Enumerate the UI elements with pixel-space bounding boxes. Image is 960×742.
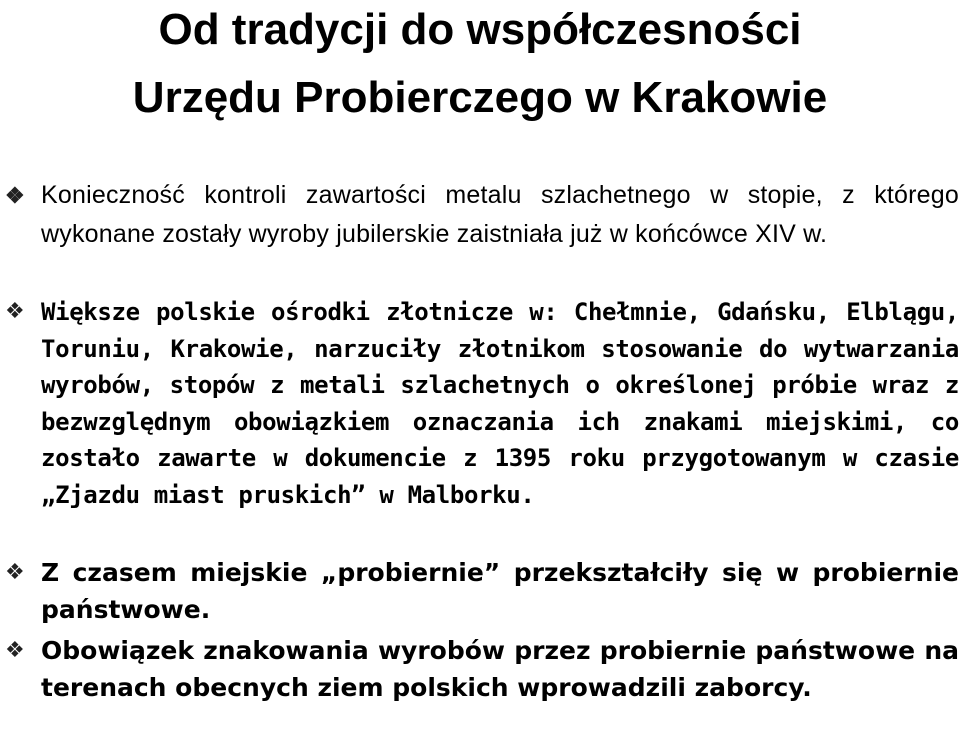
slide-title: [0, 0, 960, 132]
bullet-item: [5, 294, 959, 513]
bullet-text: Obowiązek znakowania wyrobów przez probiernie państwowe na terenach obecnych ziem polskich wprowadzili zaborcy.: [41, 636, 959, 702]
bullet-text: Konieczność kontroli zawartości metalu szlachetnego w stopie, z którego wykonane zostały wyroby jubilerskie zaistniała już w końcówce XIV w.: [41, 181, 959, 248]
bullet-text: Większe polskie ośrodki złotnicze w: Chełmnie, Gdańsku, Elblągu, Toruniu, Krakowie, narzuciły złotnikom stosowanie do wytwarzania wyrobów, stopów z metali szlachetnych o określonej próbie wraz z bezwzględnym obowiązkiem oznaczania ich znakami miejskimi, co zostało zawarte w dokumencie z 1395 roku przygotowanym w czasie „Zjazdu miast pruskich” w Malborku.: [41, 298, 959, 509]
bullet-item: [5, 176, 959, 254]
diamond-bullet-icon: ❖: [5, 638, 25, 663]
diamond-bullet-icon: ❖: [5, 560, 25, 585]
slide-title-line-1: Od tradycji do współczesności: [158, 5, 802, 54]
bullet-text: Z czasem miejskie „probiernie” przekształciły się w probiernie państwowe.: [41, 558, 959, 624]
diamond-bullet-icon: ❖: [5, 299, 25, 324]
diamond-bullet-icon: ❖: [5, 183, 25, 208]
bullet-item: [5, 633, 959, 706]
slide-title-line-2: Urzędu Probierczego w Krakowie: [132, 73, 828, 122]
bullet-item: [5, 555, 959, 628]
